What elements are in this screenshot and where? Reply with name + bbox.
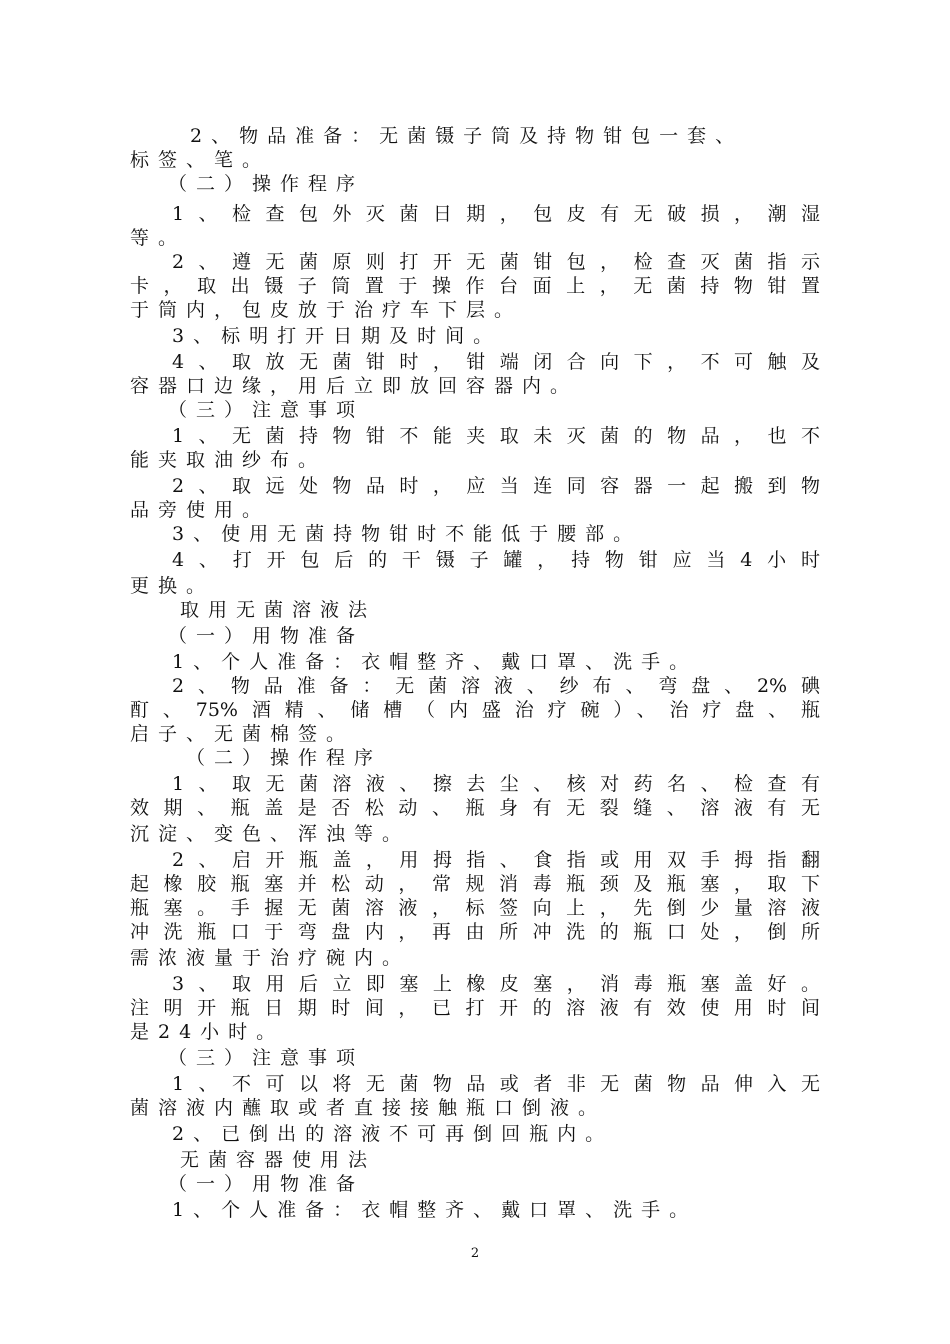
text-line: 标签、笔。: [130, 149, 271, 171]
text-line: 沉淀、变色、浑浊等。: [130, 823, 411, 845]
section-heading: （三）注意事项: [168, 399, 365, 421]
text-line: 更换。: [130, 575, 215, 597]
text-line: 注明开瓶日期时间，已打开的溶液有效使用时间: [130, 997, 820, 1019]
text-line: 2、取远处物品时，应当连同容器一起搬到物: [172, 475, 820, 497]
text-line: 3、标明打开日期及时间。: [172, 325, 502, 347]
text-line: 1、无菌持物钳不能夹取未灭菌的物品，也不: [172, 425, 820, 447]
text-line: 是24小时。: [130, 1021, 285, 1043]
text-line: 效期、瓶盖是否松动、瓶身有无裂缝、溶液有无: [130, 797, 820, 819]
section-heading: （一）用物准备: [168, 625, 365, 647]
text-line: 4、打开包后的干镊子罐，持物钳应当4小时: [172, 549, 820, 571]
text-line: 2、物品准备：无菌溶液、纱布、弯盘、2%碘: [172, 675, 820, 697]
text-line: 4、取放无菌钳时，钳端闭合向下，不可触及: [172, 351, 820, 373]
text-line: 1、不可以将无菌物品或者非无菌物品伸入无: [172, 1073, 820, 1095]
section-title: 无菌容器使用法: [180, 1149, 377, 1171]
section-heading: （二）操作程序: [186, 747, 383, 769]
text-line: 2、启开瓶盖，用拇指、食指或用双手拇指翻: [172, 849, 820, 871]
text-line: 1、个人准备：衣帽整齐、戴口罩、洗手。: [172, 1199, 698, 1221]
text-line: 3、使用无菌持物钳时不能低于腰部。: [172, 523, 642, 545]
text-line: 1、检查包外灭菌日期，包皮有无破损，潮湿: [172, 203, 820, 225]
text-line: 瓶塞。手握无菌溶液，标签向上，先倒少量溶液: [130, 897, 820, 919]
text-line: 容器口边缘，用后立即放回容器内。: [130, 375, 579, 397]
text-line: 启子、无菌棉签。: [130, 723, 355, 745]
text-line: 2、物品准备：无菌镊子筒及持物钳包一套、: [190, 125, 744, 147]
section-heading: （一）用物准备: [168, 1173, 365, 1195]
section-heading: （三）注意事项: [168, 1047, 365, 1069]
text-line: 1、取无菌溶液、擦去尘、核对药名、检查有: [172, 773, 820, 795]
text-line: 2、遵无菌原则打开无菌钳包，检查灭菌指示: [172, 251, 820, 273]
page-number: 2: [470, 1246, 480, 1261]
text-line: 3、取用后立即塞上橡皮塞，消毒瓶塞盖好。: [172, 973, 820, 995]
text-line: 2、已倒出的溶液不可再倒回瓶内。: [172, 1123, 614, 1145]
text-line: 需浓液量于治疗碗内。: [130, 947, 411, 969]
text-line: 冲洗瓶口于弯盘内，再由所冲洗的瓶口处，倒所: [130, 921, 820, 943]
text-line: 于筒内，包皮放于治疗车下层。: [130, 299, 523, 321]
text-line: 等。: [130, 227, 187, 249]
text-line: 起橡胶瓶塞并松动，常规消毒瓶颈及瓶塞，取下: [130, 873, 820, 895]
text-line: 能夹取油纱布。: [130, 449, 327, 471]
text-line: 1、个人准备：衣帽整齐、戴口罩、洗手。: [172, 651, 698, 673]
text-line: 菌溶液内蘸取或者直接接触瓶口倒液。: [130, 1097, 607, 1119]
section-heading: （二）操作程序: [168, 173, 365, 195]
text-line: 酊、75%酒精、储槽（内盛治疗碗）、治疗盘、瓶: [130, 699, 820, 721]
text-line: 品旁使用。: [130, 499, 271, 521]
section-title: 取用无菌溶液法: [180, 599, 377, 621]
text-line: 卡，取出镊子筒置于操作台面上，无菌持物钳置: [130, 275, 820, 297]
